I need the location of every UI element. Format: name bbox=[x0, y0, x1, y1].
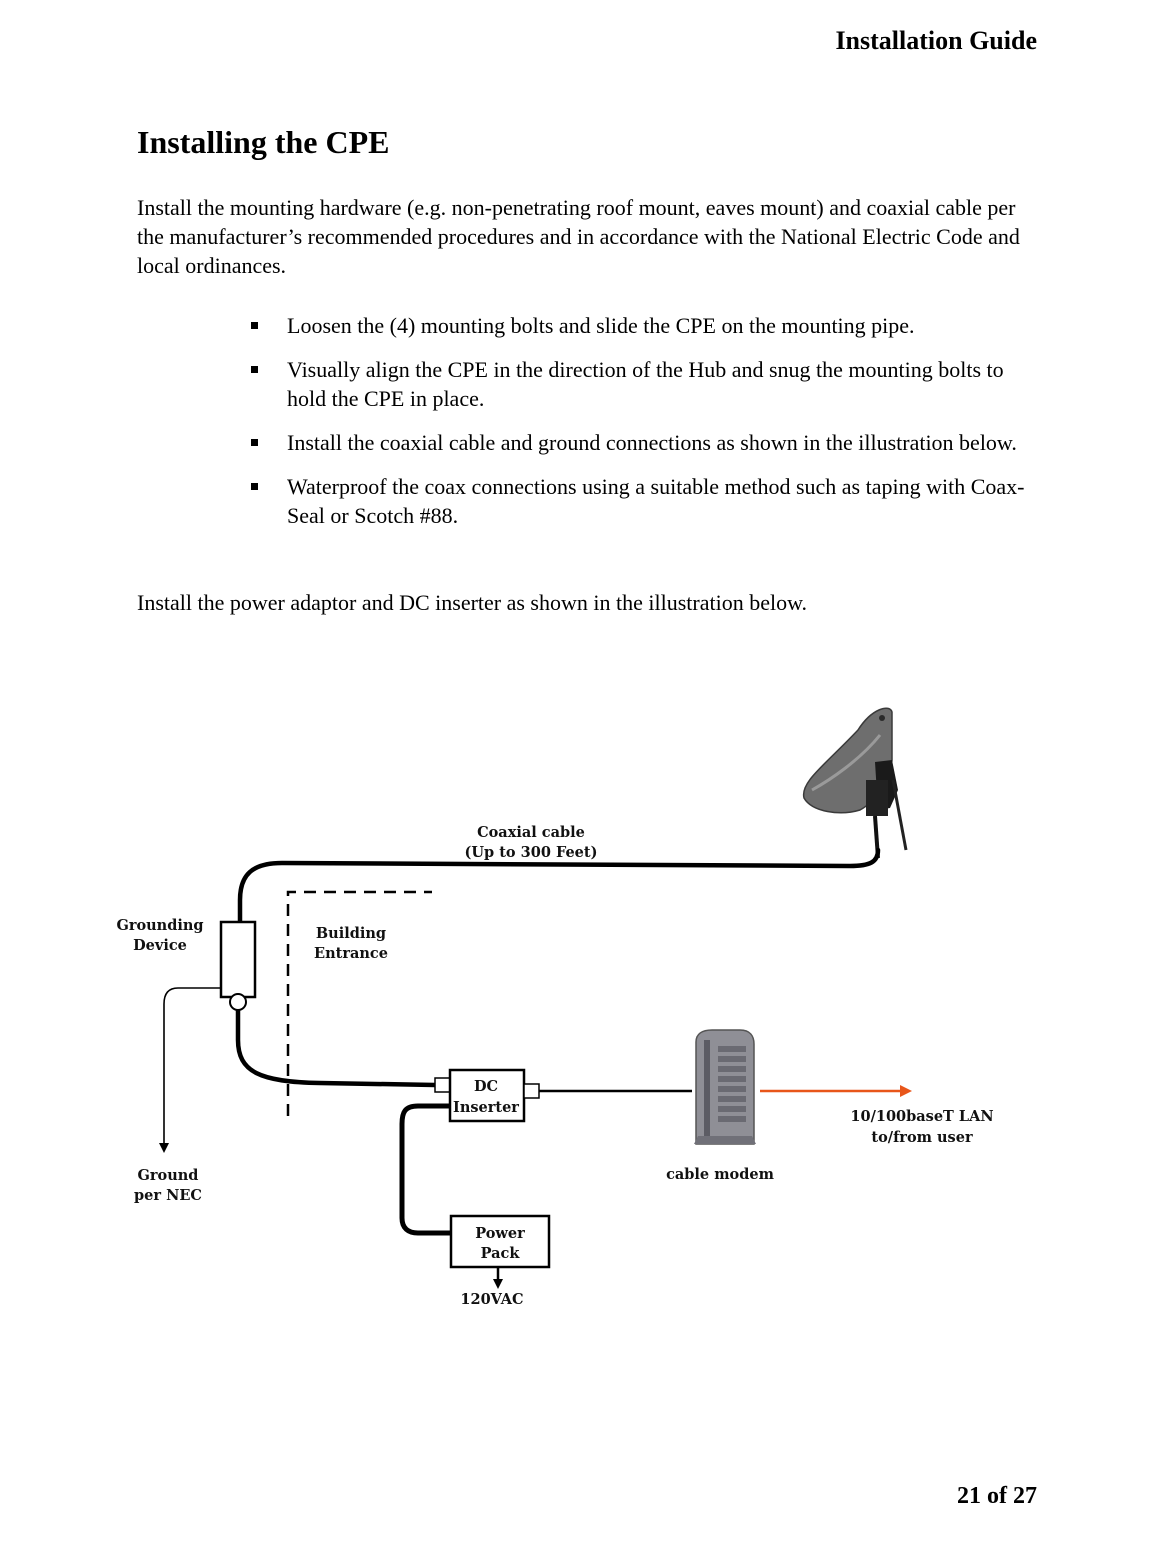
building-entrance-label-2: Entrance bbox=[314, 945, 388, 962]
square-bullet-icon bbox=[251, 439, 258, 446]
header-title: Installation Guide bbox=[835, 26, 1037, 55]
grounding-device-label-2: Device bbox=[133, 937, 187, 954]
cpe-antenna-icon bbox=[804, 708, 906, 858]
list-item bbox=[249, 428, 1039, 457]
page-title: Installing the CPE bbox=[137, 124, 390, 160]
installation-diagram bbox=[100, 690, 1040, 1330]
coaxial-cable-label: Coaxial cable bbox=[477, 824, 585, 841]
power-cable-line bbox=[402, 1106, 450, 1233]
voltage-label: 120VAC bbox=[460, 1291, 524, 1308]
step-text: Waterproof the coax connections using a suitable method such as taping with Coax-Seal or Scotch #88. bbox=[287, 474, 1025, 528]
list-item bbox=[249, 355, 1039, 413]
building-entrance-label: Building bbox=[315, 925, 387, 942]
list-item bbox=[249, 311, 1039, 340]
ground-wire bbox=[164, 988, 221, 1148]
step-text: Visually align the CPE in the direction of the Hub and snug the mounting bolts to hold the CPE in place. bbox=[287, 357, 1004, 411]
dc-inserter-label: DC bbox=[473, 1078, 499, 1095]
step-text: Install the coaxial cable and ground connections as shown in the illustration below. bbox=[287, 430, 1017, 455]
page-number: 21 of 27 bbox=[957, 1483, 1037, 1509]
installation-steps bbox=[249, 311, 1039, 545]
power-note: Install the power adaptor and DC inserter as shown in the illustration below. bbox=[137, 590, 808, 615]
cable-modem-label: cable modem bbox=[666, 1166, 774, 1183]
ground-label-2: per NEC bbox=[134, 1187, 202, 1204]
lan-label-2: to/from user bbox=[871, 1129, 973, 1146]
diagram-svg bbox=[100, 690, 1040, 1330]
power-pack-label-2: Pack bbox=[480, 1245, 520, 1262]
dc-inserter-label-2: Inserter bbox=[453, 1099, 519, 1116]
cable-modem-icon bbox=[694, 1030, 756, 1144]
dc-inserter-connector-left bbox=[435, 1078, 450, 1092]
dc-inserter-connector-right bbox=[524, 1084, 539, 1098]
list-item bbox=[249, 472, 1039, 530]
square-bullet-icon bbox=[251, 322, 258, 329]
grounding-connector bbox=[230, 994, 246, 1010]
ground-label: Ground bbox=[137, 1167, 199, 1184]
square-bullet-icon bbox=[251, 366, 258, 373]
coaxial-length-label: (Up to 300 Feet) bbox=[464, 844, 598, 861]
grounding-device-label: Grounding bbox=[116, 917, 204, 934]
coax-to-inserter-line bbox=[238, 1010, 435, 1085]
lan-label: 10/100baseT LAN bbox=[850, 1108, 994, 1125]
grounding-device bbox=[221, 922, 255, 997]
step-text: Loosen the (4) mounting bolts and slide the CPE on the mounting pipe. bbox=[287, 313, 915, 338]
power-pack-label: Power bbox=[475, 1225, 525, 1242]
square-bullet-icon bbox=[251, 483, 258, 490]
intro-paragraph: Install the mounting hardware (e.g. non-penetrating roof mount, eaves mount) and coaxial cable per the manufacturer’s recommended procedures and in accordance with the National Electric Code and local ordinances. bbox=[137, 195, 1020, 278]
